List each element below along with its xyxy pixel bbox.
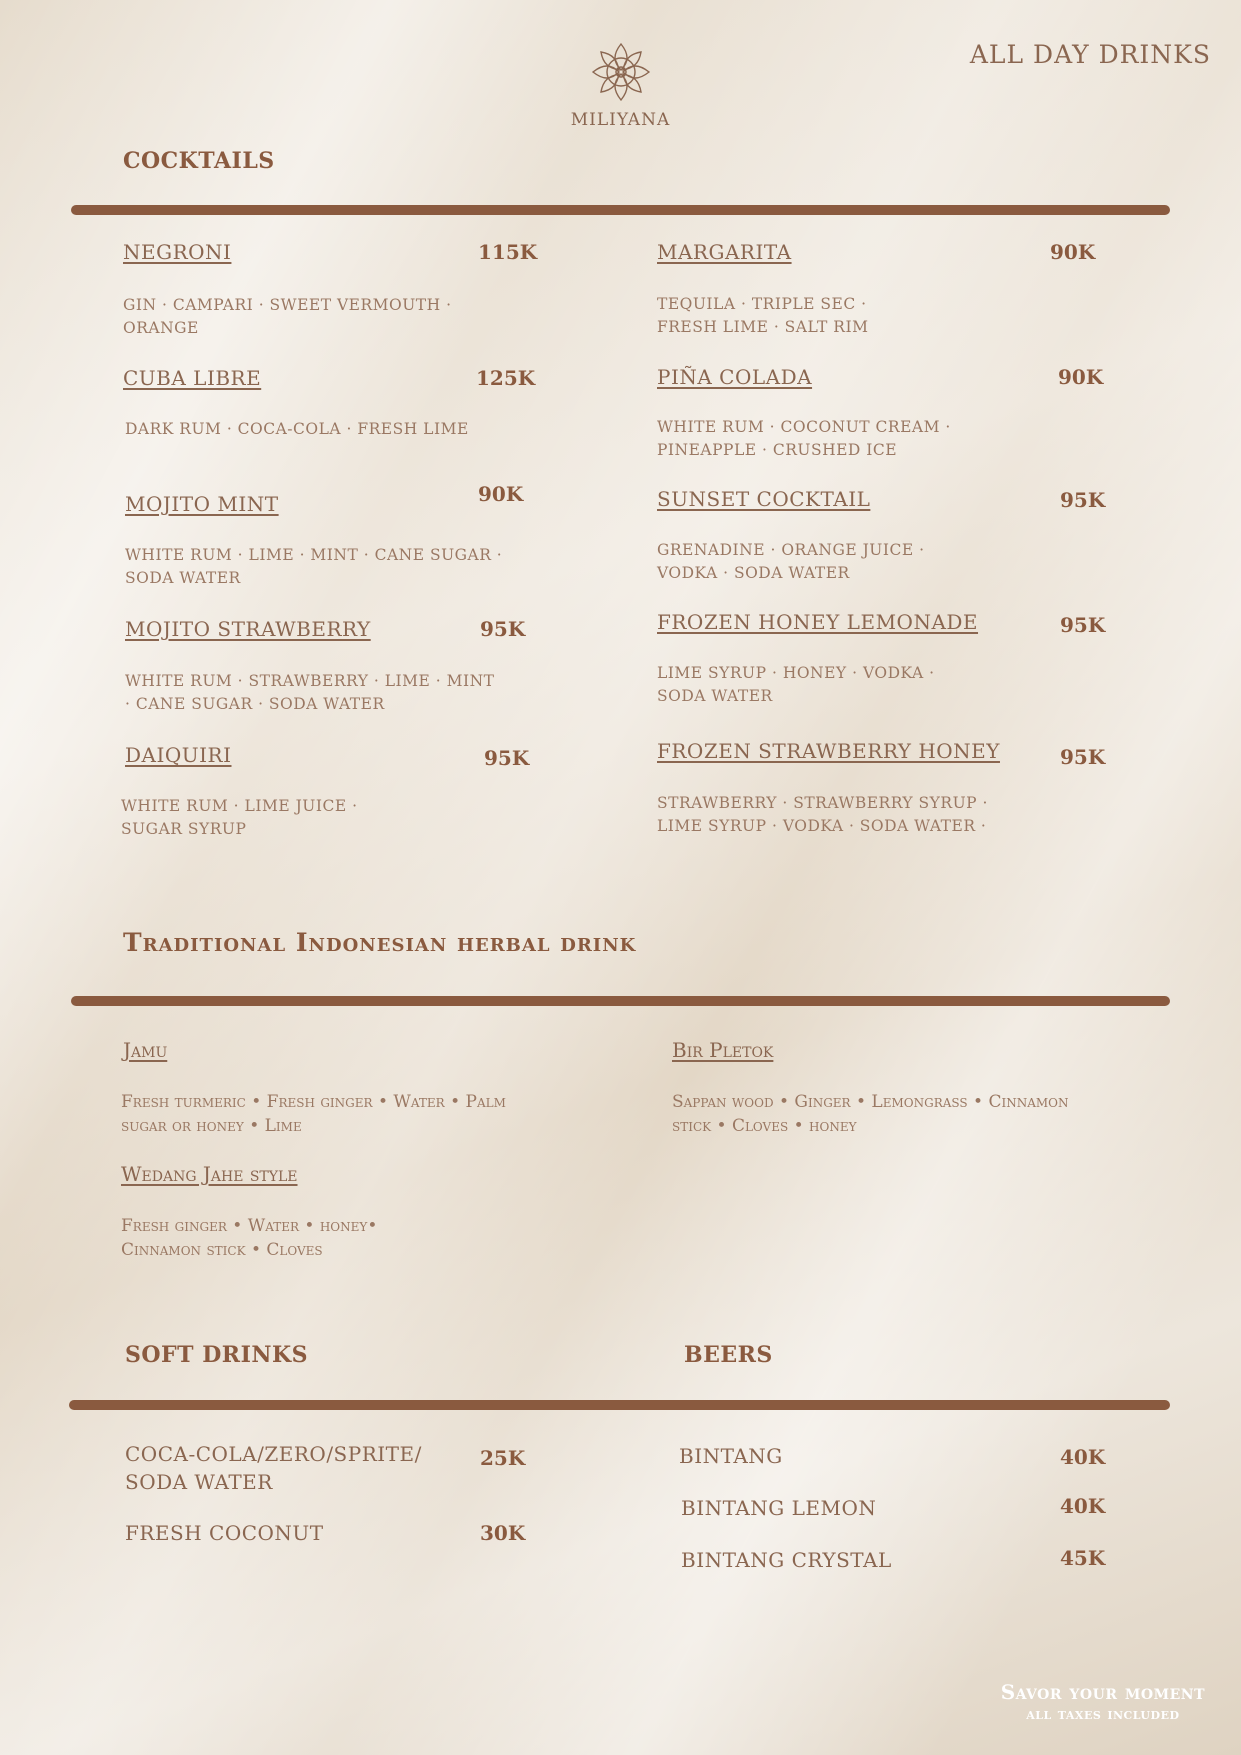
menu-item-name: MARGARITA <box>657 240 792 264</box>
menu-item-name: MOJITO STRAWBERRY <box>125 617 371 641</box>
herbal-item-desc: Sappan wood • Ginger • Lemongrass • Cinnamon stick • Cloves • honey <box>672 1092 1069 1136</box>
herbal-item-name: Wedang Jahe style <box>121 1162 298 1186</box>
soft-drink-name: FRESH COCONUT <box>125 1521 324 1545</box>
beer-price: 40K <box>1060 1445 1106 1469</box>
menu-item-name: SUNSET COCKTAIL <box>657 487 871 511</box>
menu-item-price: 95K <box>484 746 530 770</box>
menu-item-price: 115K <box>478 240 538 264</box>
beer-name: BINTANG LEMON <box>681 1496 877 1520</box>
menu-item-price: 95K <box>1060 488 1106 512</box>
beer-name: BINTANG <box>679 1444 783 1468</box>
menu-item-desc: TEQUILA · TRIPLE SEC · FRESH LIME · SALT RIM <box>657 295 869 336</box>
menu-item-desc: WHITE RUM · STRAWBERRY · LIME · MINT · CANE SUGAR · SODA WATER <box>125 672 495 713</box>
menu-item-name: CUBA LIBRE <box>123 366 262 390</box>
herbal-item-name: Bir Pletok <box>672 1038 774 1062</box>
menu-item-price: 95K <box>1060 745 1106 769</box>
menu-item-desc: GRENADINE · ORANGE JUICE · VODKA · SODA WATER <box>657 541 925 582</box>
soft-drink-price: 25K <box>480 1446 526 1470</box>
menu-item-name: DAIQUIRI <box>125 743 232 767</box>
menu-item-name: MOJITO MINT <box>125 492 279 516</box>
soft-drinks-title: SOFT DRINKS <box>125 1342 308 1368</box>
drinks-divider <box>69 1400 1170 1410</box>
menu-item-price: 95K <box>480 617 526 641</box>
beers-title: BEERS <box>684 1342 773 1368</box>
footer <box>1001 1680 1205 1723</box>
menu-item-price: 90K <box>478 482 524 506</box>
beer-price: 45K <box>1060 1546 1106 1570</box>
beer-price: 40K <box>1060 1494 1106 1518</box>
menu-item-desc: DARK RUM · COCA-COLA · FRESH LIME <box>125 420 469 438</box>
soft-drink-price: 30K <box>480 1521 526 1545</box>
herbal-divider <box>71 996 1170 1006</box>
menu-item-price: 90K <box>1050 240 1096 264</box>
herbal-item-desc: Fresh turmeric • Fresh ginger • Water • Palm sugar or honey • Lime <box>121 1092 506 1136</box>
menu-item-desc: WHITE RUM · LIME · MINT · CANE SUGAR · SODA WATER <box>125 546 503 587</box>
menu-item-name: PIÑA COLADA <box>657 365 813 389</box>
herbal-title: Traditional Indonesian herbal drink <box>123 928 637 957</box>
menu-item-desc: GIN · CAMPARI · SWEET VERMOUTH · ORANGE <box>123 296 452 337</box>
beer-name: BINTANG CRYSTAL <box>681 1548 892 1572</box>
footer-tagline: Savor your moment <box>1000 1680 1205 1704</box>
menu-item-desc: WHITE RUM · LIME JUICE · SUGAR SYRUP <box>121 797 358 838</box>
menu-item-price: 125K <box>476 366 536 390</box>
menu-item-name: NEGRONI <box>123 240 232 264</box>
mandala-icon <box>589 40 653 104</box>
brand-name: MILIYANA <box>570 110 671 130</box>
menu-item-desc: WHITE RUM · COCONUT CREAM · PINEAPPLE · CRUSHED ICE <box>657 418 951 459</box>
menu-item-desc: STRAWBERRY · STRAWBERRY SYRUP · LIME SYRUP · VODKA · SODA WATER · <box>657 794 988 835</box>
menu-item-price: 90K <box>1058 365 1104 389</box>
menu-item-price: 95K <box>1060 613 1106 637</box>
cocktails-divider <box>71 205 1170 215</box>
menu-title: ALL DAY DRINKS <box>969 40 1211 69</box>
cocktails-title: COCKTAILS <box>123 148 275 174</box>
herbal-item-name: Jamu <box>123 1038 168 1062</box>
menu-item-name: FROZEN HONEY LEMONADE <box>657 610 979 634</box>
herbal-item-desc: Fresh ginger • Water • honey• Cinnamon stick • Cloves <box>121 1216 378 1260</box>
footer-note: all taxes included <box>1026 1704 1180 1723</box>
menu-item-desc: LIME SYRUP · HONEY · VODKA · SODA WATER <box>657 664 935 705</box>
brand-logo <box>560 40 681 130</box>
soft-drink-name: COCA-COLA/ZERO/SPRITE/ SODA WATER <box>125 1442 422 1494</box>
menu-item-name: FROZEN STRAWBERRY HONEY <box>657 739 1000 763</box>
